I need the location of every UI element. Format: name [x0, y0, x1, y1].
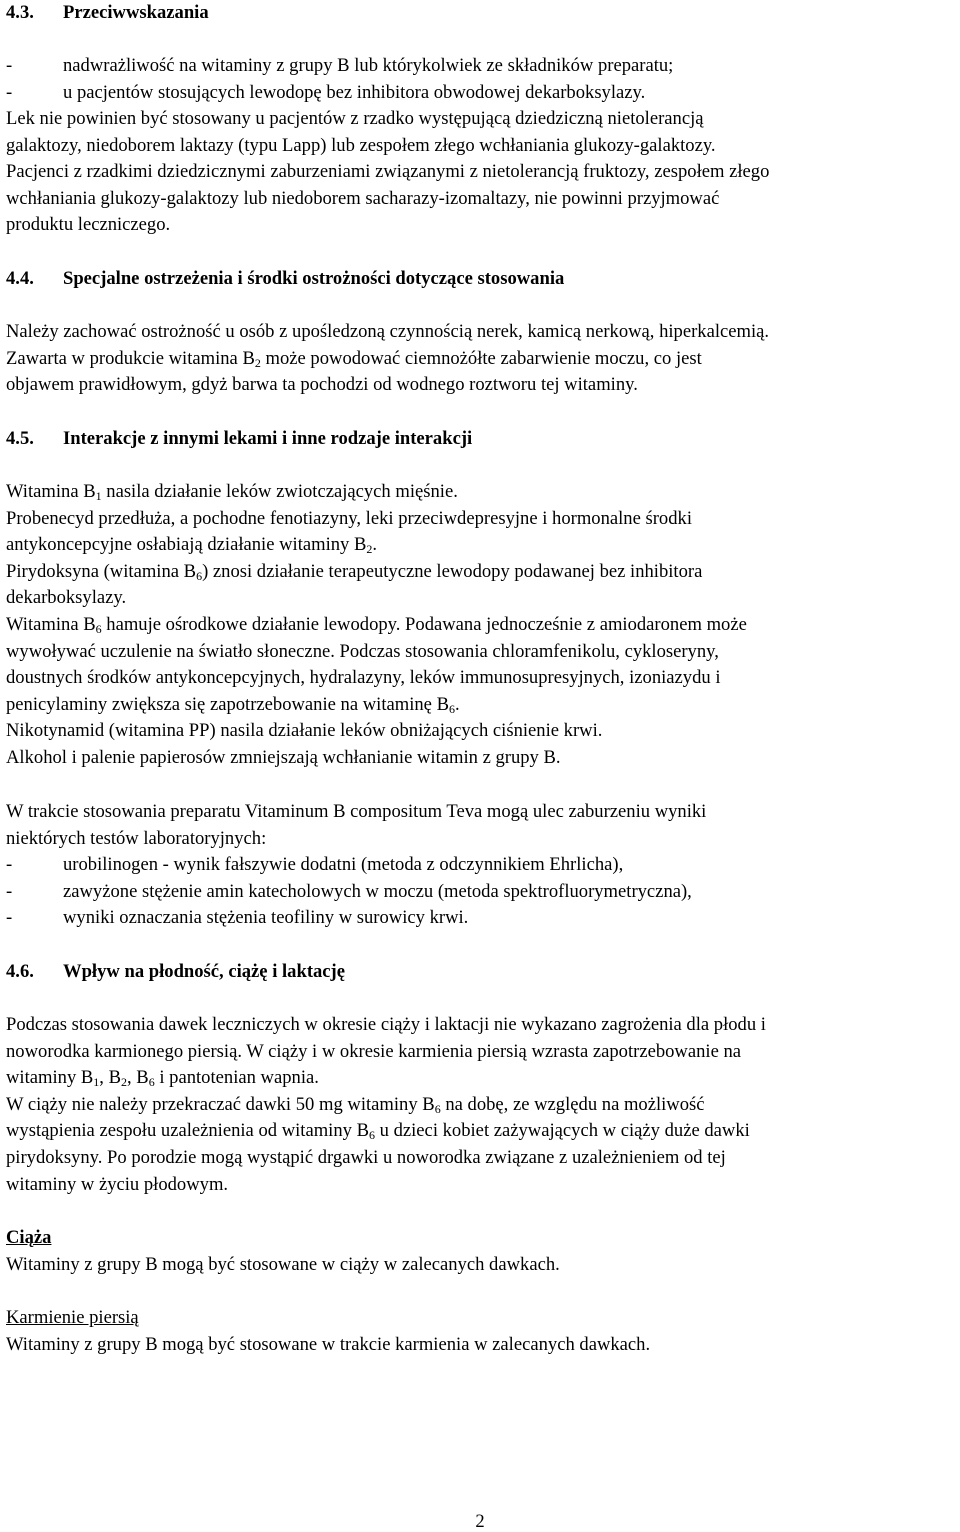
section-number: 4.5.: [6, 428, 34, 449]
section-number: 4.6.: [6, 961, 34, 982]
contraindication-list: [6, 53, 951, 106]
list-dash: -: [6, 854, 13, 876]
text-line: produktu leczniczego.: [6, 214, 171, 236]
section-title: Wpływ na płodność, ciążę i laktację: [63, 961, 346, 982]
section-number: 4.4.: [6, 268, 34, 289]
pregnancy-heading: Ciąża: [6, 1227, 52, 1248]
list-item: [6, 53, 951, 80]
text-line: Podczas stosowania dawek leczniczych w okresie ciąży i laktacji nie wykazano zagrożenia dla płodu i: [6, 1014, 766, 1035]
contraindication-paragraph: [6, 106, 951, 239]
list-dash: -: [6, 81, 13, 103]
section-title: Specjalne ostrzeżenia i środki ostrożności dotyczące stosowania: [63, 268, 565, 289]
list-item-text: zawyżone stężenie amin katecholowych w moczu (metoda spektrofluorymetryczna),: [63, 880, 692, 902]
text-line: Alkohol i palenie papierosów zmniejszają wchłanianie witamin z grupy B.: [6, 746, 561, 768]
fertility-paragraph: [6, 1012, 951, 1198]
section-heading-4-6: [6, 959, 951, 986]
list-dash: -: [6, 907, 13, 929]
section-title: Przeciwwskazania: [63, 2, 209, 23]
breastfeeding-heading: Karmienie piersią: [6, 1307, 139, 1328]
list-item: [6, 852, 951, 879]
list-item-text: u pacjentów stosujących lewodopę bez inhibitora obwodowej dekarboksylazy.: [63, 81, 646, 103]
section-number: 4.3.: [6, 2, 34, 23]
text-line: Pirydoksyna (witamina $B_6$) znosi działanie terapeutyczne lewodopy podawanej bez inhibitora: [6, 560, 703, 583]
text-line: Lek nie powinien być stosowany u pacjentów z rzadko występującą dziedziczną nietolerancją: [6, 108, 704, 129]
text-line: penicylaminy zwiększa się zapotrzebowanie na witaminę $B_6$.: [6, 693, 460, 716]
text-line: Probenecyd przedłuża, a pochodne fenotiazyny, leki przeciwdepresyjne i hormonalne środki: [6, 507, 692, 529]
breastfeeding-block: [6, 1305, 951, 1358]
pregnancy-block: [6, 1225, 951, 1278]
page-number: 2: [475, 1511, 485, 1532]
interactions-paragraph: [6, 479, 951, 772]
text-line: wywoływać uczulenie na światło słoneczne. Podczas stosowania chloramfenikolu, cykloseryny,: [6, 640, 719, 662]
text-line: W trakcie stosowania preparatu Vitaminum B compositum Teva mogą ulec zaburzeniu wyniki: [6, 801, 707, 822]
text-line: noworodka karmionego piersią. W ciąży i w okresie karmienia piersią wzrasta zapotrzebowanie na: [6, 1040, 742, 1062]
text-line: witaminy $B_1$, $B_2$, $B_6$ i pantotenian wapnia.: [6, 1067, 319, 1090]
text-line: niektórych testów laboratoryjnych:: [6, 827, 267, 849]
text-line: witaminy w życiu płodowym.: [6, 1173, 229, 1195]
breastfeeding-text: Witaminy z grupy B mogą być stosowane w trakcie karmienia w zalecanych dawkach.: [6, 1333, 651, 1355]
text-line: Witamina $B_6$ hamuje ośrodkowe działanie lewodopy. Podawana jednocześnie z amiodaronem może: [6, 613, 747, 636]
list-item: [6, 905, 951, 932]
text-line: Witamina $B_1$ nasila działanie leków zwiotczających mięśnie.: [6, 481, 458, 503]
text-line: wchłaniania glukozy-galaktozy lub niedoborem sacharazy-izomaltazy, nie powinni przyjmować: [6, 187, 720, 209]
text-line: Nikotynamid (witamina PP) nasila działanie leków obniżających ciśnienie krwi.: [6, 720, 603, 742]
text-line: dekarboksylazy.: [6, 587, 127, 609]
list-item: [6, 879, 951, 906]
text-line: doustnych środków antykoncepcyjnych, hydralazyny, leków immunosupresyjnych, izoniazydu i: [6, 667, 721, 689]
list-item-text: wyniki oznaczania stężenia teofiliny w surowicy krwi.: [63, 907, 469, 929]
pregnancy-text: Witaminy z grupy B mogą być stosowane w ciąży w zalecanych dawkach.: [6, 1253, 560, 1275]
lab-tests-paragraph: [6, 799, 951, 932]
section-heading-4-5: [6, 426, 951, 453]
text-line: wystąpienia zespołu uzależnienia od witaminy $B_6$ u dzieci kobiet zażywających w ciąży duże dawki: [6, 1120, 750, 1143]
section-title: Interakcje z innymi lekami i inne rodzaje interakcji: [63, 428, 473, 449]
list-item: [6, 80, 951, 107]
warnings-paragraph: [6, 319, 951, 399]
list-item-text: nadwrażliwość na witaminy z grupy B lub którykolwiek ze składników preparatu;: [63, 55, 674, 76]
section-heading-4-3: [6, 0, 951, 27]
list-dash: -: [6, 880, 13, 902]
text-line: galaktozy, niedoborem laktazy (typu Lapp) lub zespołem złego wchłaniania glukozy-galaktozy.: [6, 134, 716, 156]
text-line: antykoncepcyjne osłabiają działanie witaminy $B_2$.: [6, 534, 378, 557]
text-line: Zawarta w produkcie witamina $B_2$ może powodować ciemnożółte zabarwienie moczu, co jest: [6, 347, 702, 370]
list-dash: -: [6, 55, 13, 76]
text-line: Pacjenci z rzadkimi dziedzicznymi zaburzeniami związanymi z nietolerancją fruktozy, zespołem złego: [6, 161, 770, 183]
section-heading-4-4: [6, 266, 951, 293]
text-line: objawem prawidłowym, gdyż barwa ta pochodzi od wodnego roztworu tej witaminy.: [6, 374, 638, 396]
text-line: pirydoksyny. Po porodzie mogą wystąpić drgawki u noworodka związane z uzależnieniem od tej: [6, 1146, 726, 1168]
text-line: W ciąży nie należy przekraczać dawki 50 mg witaminy $B_6$ na dobę, ze względu na możliwość: [6, 1093, 705, 1116]
text-line: Należy zachować ostrożność u osób z upośledzoną czynnością nerek, kamicą nerkową, hiperkalcemią.: [6, 321, 770, 342]
list-item-text: urobilinogen - wynik fałszywie dodatni (metoda z odczynnikiem Ehrlicha),: [63, 854, 624, 876]
